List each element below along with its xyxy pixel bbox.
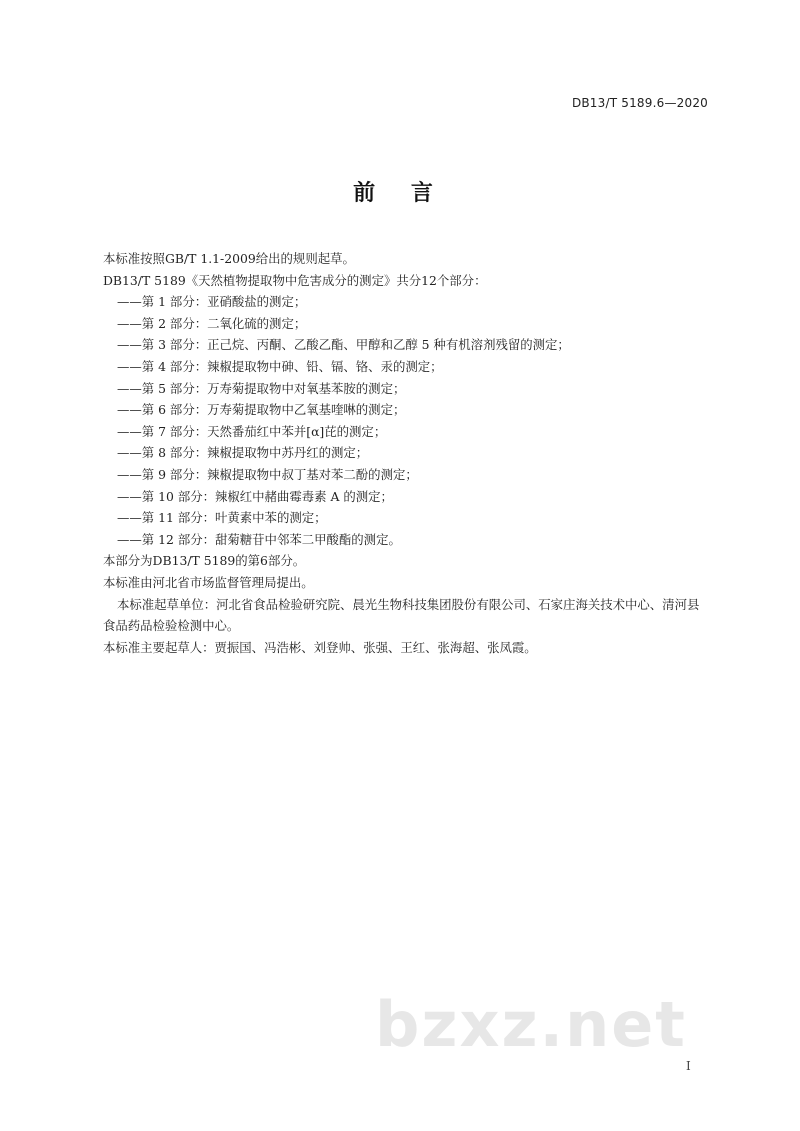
list-item-part-4: ——第 4 部分：辣椒提取物中砷、铅、镉、铬、汞的测定；	[117, 358, 443, 374]
paragraph-this-part: 本部分为DB13/T 5189的第6部分。	[103, 553, 306, 569]
paragraph-drafters: 本标准主要起草人：贾振国、冯浩彬、刘登帅、张强、王红、张海超、张凤霞。	[103, 639, 537, 655]
list-item-part-12: ——第 12 部分：甜菊糖苷中邻苯二甲酸酯的测定。	[117, 531, 401, 547]
list-item-part-11: ——第 11 部分：叶黄素中苯的测定；	[117, 510, 327, 526]
standard-code: DB13/T 5189.6—2020	[571, 96, 708, 110]
paragraph-drafting-units: 本标准起草单位：河北省食品检验研究院、晨光生物科技集团股份有限公司、石家庄海关技术中心、清河县食品药品检验检测中心。	[103, 596, 700, 634]
foreword-body	[103, 248, 703, 658]
paragraph-drafting-rules: 本标准按照GB/T 1.1-2009给出的规则起草。	[103, 251, 355, 266]
list-item-part-10: ——第 10 部分：辣椒红中赭曲霉毒素 A 的测定；	[117, 488, 393, 504]
list-item-part-8: ——第 8 部分：辣椒提取物中苏丹红的测定；	[117, 445, 369, 461]
site-watermark: bzxz.net	[375, 988, 687, 1061]
paragraph-proposer: 本标准由河北省市场监督管理局提出。	[103, 574, 314, 590]
page-number: I	[686, 1059, 691, 1073]
list-item-part-5: ——第 5 部分：万寿菊提取物中对氧基苯胺的测定；	[117, 380, 406, 396]
list-item-part-9: ——第 9 部分：辣椒提取物中叔丁基对苯二酚的测定；	[117, 466, 418, 482]
page-title: 前 言	[353, 181, 447, 206]
list-item-part-7: ——第 7 部分：天然番茄红中苯并[α]芘的测定；	[117, 423, 387, 439]
list-item-part-3: ——第 3 部分：正己烷、丙酮、乙酸乙酯、甲醇和乙醇 5 种有机溶剂残留的测定；	[117, 337, 570, 353]
list-item-part-2: ——第 2 部分：二氧化硫的测定；	[117, 315, 307, 331]
paragraph-series-intro: DB13/T 5189《天然植物提取物中危害成分的测定》共分12个部分：	[103, 272, 487, 288]
list-item-part-6: ——第 6 部分：万寿菊提取物中乙氧基喹啉的测定；	[117, 402, 406, 418]
list-item-part-1: ——第 1 部分：亚硝酸盐的测定；	[117, 294, 307, 310]
